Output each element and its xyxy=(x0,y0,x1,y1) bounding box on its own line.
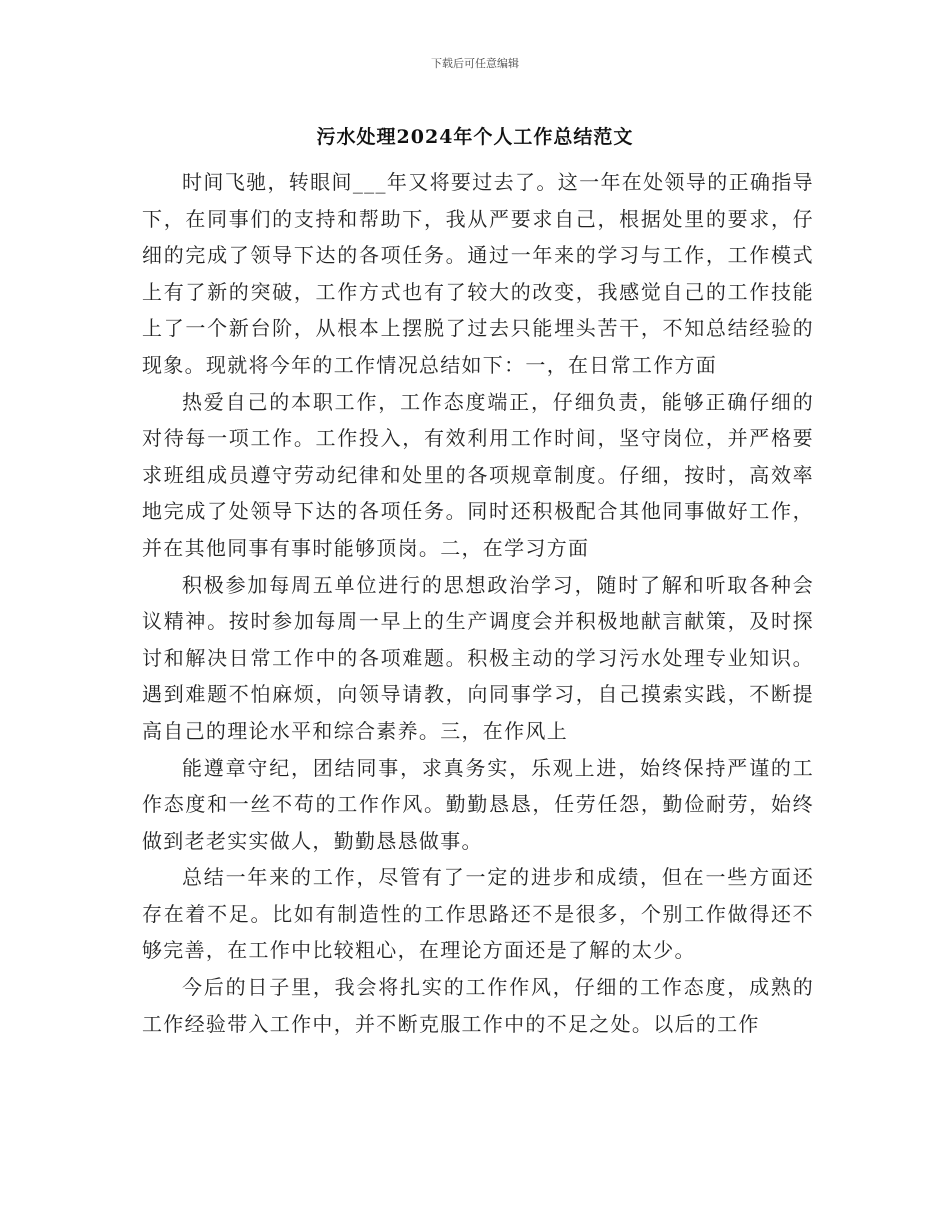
paragraph: 积极参加每周五单位进行的思想政治学习，随时了解和听取各种会议精神。按时参加每周一早上的生产调度会并积极地献言献策，及时探讨和解决日常工作中的各项难题。积极主动的学习污水处理专业知识。遇到难题不怕麻烦，向领导请教，向同事学习，自己摸索实践，不断提高自己的理论水平和综合素养。三，在作风上 xyxy=(142,572,814,743)
paragraph: 总结一年来的工作，尽管有了一定的进步和成绩，但在一些方面还存在着不足。比如有制造性的工作思路还不是很多，个别工作做得还不够完善，在工作中比较粗心，在理论方面还是了解的太少。 xyxy=(142,865,814,963)
paragraph: 时间飞驰，转眼间___年又将要过去了。这一年在处领导的正确指导下，在同事们的支持和帮助下，我从严要求自己，根据处里的要求，仔细的完成了领导下达的各项任务。通过一年来的学习与工作，工作模式上有了新的突破，工作方式也有了较大的改变，我感觉自己的工作技能上了一个新台阶，从根本上摆脱了过去只能埋头苦干，不知总结经验的现象。现就将今年的工作情况总结如下：一，在日常工作方面 xyxy=(142,170,814,377)
paragraph: 今后的日子里，我会将扎实的工作作风，仔细的工作态度，成熟的工作经验带入工作中，并不断克服工作中的不足之处。以后的工作 xyxy=(142,975,814,1036)
document-title: 污水处理2024年个人工作总结范文 xyxy=(316,126,634,148)
paragraph: 热爱自己的本职工作，工作态度端正，仔细负责，能够正确仔细的对待每一项工作。工作投入，有效利用工作时间，坚守岗位，并严格要求班组成员遵守劳动纪律和处里的各项规章制度。仔细，按时，高效率地完成了处领导下达的各项任务。同时还积极配合其他同事做好工作，并在其他同事有事时能够顶岗。二，在学习方面 xyxy=(142,389,814,560)
paragraph: 能遵章守纪，团结同事，求真务实，乐观上进，始终保持严谨的工作态度和一丝不苟的工作作风。勤勤恳恳，任劳任怨，勤俭耐劳，始终做到老老实实做人，勤勤恳恳做事。 xyxy=(142,755,814,853)
header-note: 下载后可任意编辑 xyxy=(431,57,519,70)
document-body xyxy=(142,164,814,1042)
